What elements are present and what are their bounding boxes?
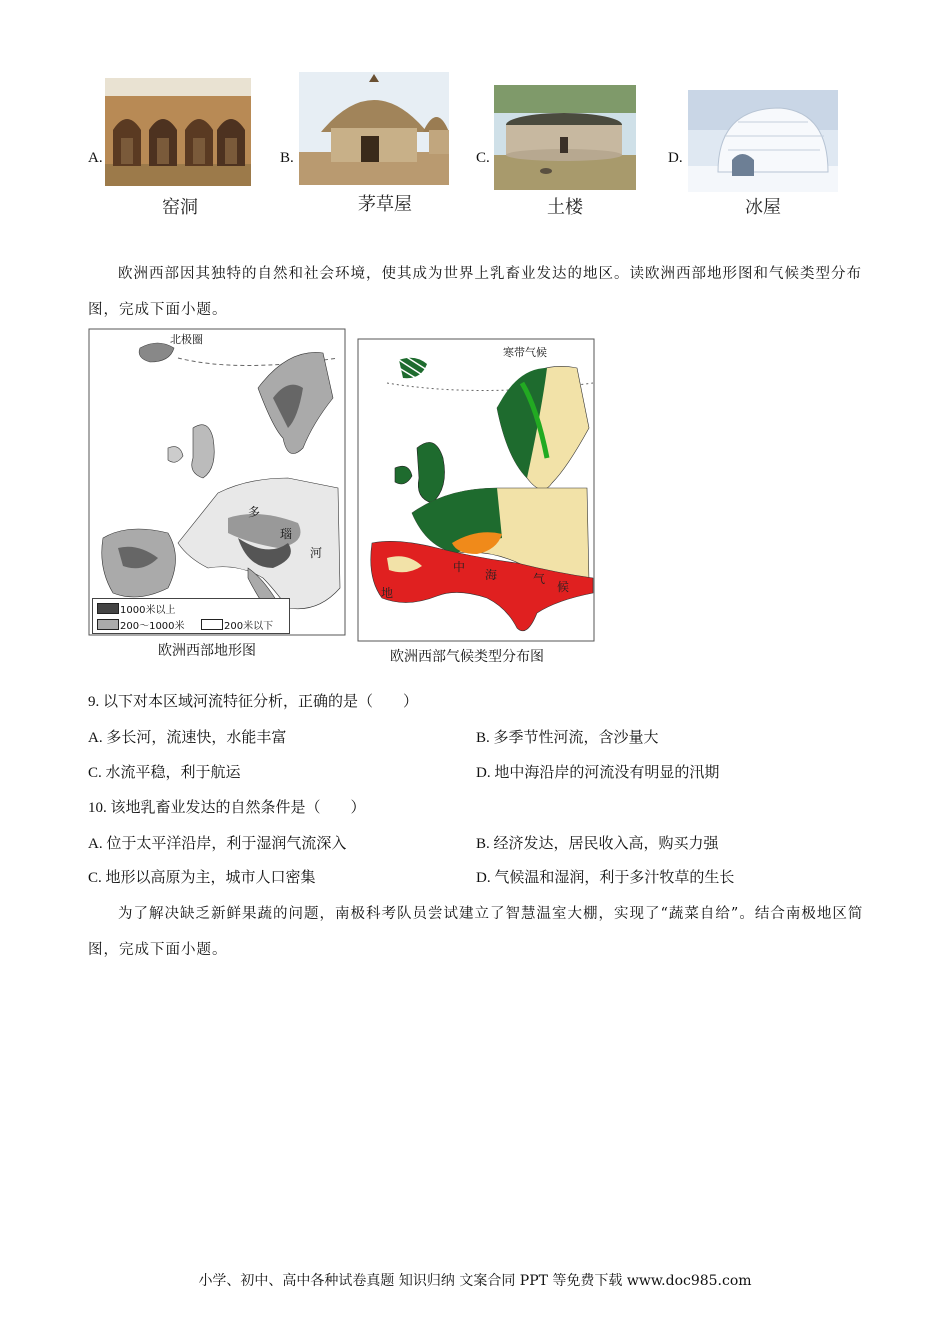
danube-label-3: 河 [310,546,323,560]
legend-swatch-low [201,619,223,630]
med-label-5: 候 [557,580,570,594]
option-b-caption: 茅草屋 [358,194,412,215]
option-d-caption: 冰屋 [745,197,781,218]
q10-option-d: D. 气候温和湿润，利于多汁牧草的生长 [476,870,735,886]
polar-climate-label: 寒带气候 [503,346,547,359]
med-label-1: 地 [381,586,394,600]
danube-label-1: 多 [248,505,261,519]
legend-swatch-mid [97,619,119,630]
climate-map [357,338,595,642]
q10-stem: 10. 该地乳畜业发达的自然条件是（ ） [88,800,366,816]
legend-mid-label: 200～1000米 [120,621,185,632]
med-label-3: 海 [485,568,498,582]
legend-high-label: 1000米以上 [120,605,176,616]
q9-option-a: A. 多长河，流速快，水能丰富 [88,730,287,746]
option-a-letter: A. [88,150,103,166]
q10-option-b: B. 经济发达，居民收入高，购买力强 [476,836,719,852]
option-c-caption: 土楼 [547,197,583,218]
thatched-hut-photo [299,72,449,185]
danube-label-2: 瑙 [280,527,293,541]
page-footer: 小学、初中、高中各种试卷真题 知识归纳 文案合同 PPT 等免费下载 www.doc985.com [198,1273,752,1289]
tulou-photo [494,85,636,190]
option-c-letter: C. [476,150,490,166]
option-d-letter: D. [668,150,683,166]
terrain-legend [92,598,290,634]
terrain-map-caption: 欧洲西部地形图 [158,643,256,659]
climate-map-caption: 欧洲西部气候类型分布图 [390,649,544,665]
med-label-2: 中 [453,560,466,574]
q9-stem: 9. 以下对本区域河流特征分析，正确的是（ ） [88,694,419,710]
intro-paragraph-1: 欧洲西部因其独特的自然和社会环境，使其成为世界上乳畜业发达的地区。读欧洲西部地形图和气候类型分布图，完成下面小题。 [88,266,862,318]
intro-paragraph-2: 为了解决缺乏新鲜果蔬的问题，南极科考队员尝试建立了智慧温室大棚，实现了“蔬菜自给”。结合南极地区简图，完成下面小题。 [88,906,864,958]
q10-option-c: C. 地形以高原为主，城市人口密集 [88,870,316,886]
legend-swatch-high [97,603,119,614]
q9-option-d: D. 地中海沿岸的河流没有明显的汛期 [476,765,720,781]
cave-dwelling-photo [105,78,251,186]
q9-option-b: B. 多季节性河流，含沙量大 [476,730,659,746]
igloo-photo [688,90,838,192]
option-a-caption: 窑洞 [162,197,198,218]
legend-low-label: 200米以下 [224,621,274,632]
terrain-map [88,328,346,636]
option-b-letter: B. [280,150,294,166]
q10-option-a: A. 位于太平洋沿岸，利于湿润气流深入 [88,836,347,852]
arctic-circle-label: 北极圈 [170,333,203,346]
med-label-4: 气 [533,572,546,586]
q9-option-c: C. 水流平稳，利于航运 [88,765,241,781]
